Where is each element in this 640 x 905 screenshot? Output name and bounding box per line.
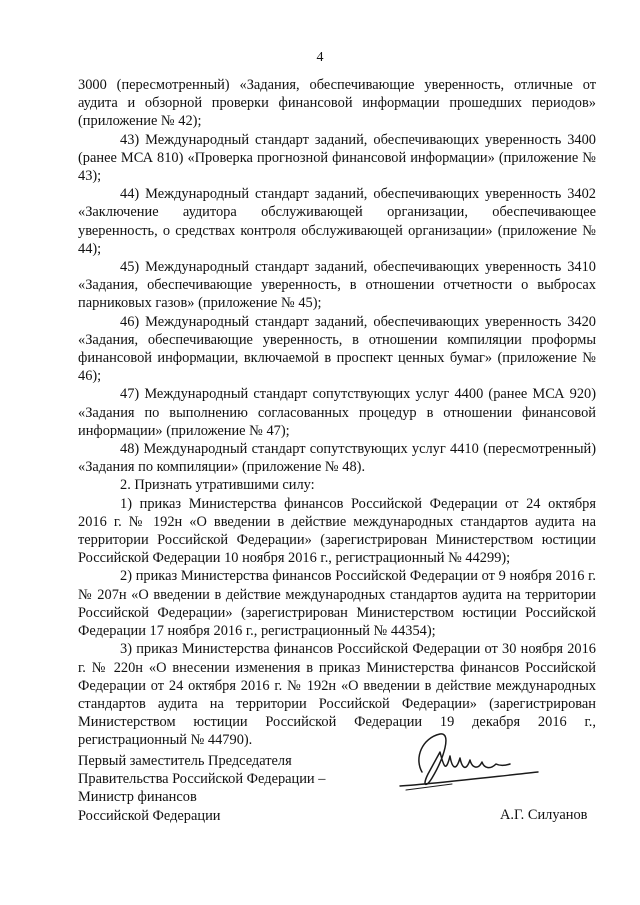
paragraph-repeal-1: 1) приказ Министерства финансов Российской Федерации от 24 октября 2016 г. № 192н «О введении в действие международных стандартов аудита на территории Российской Федерации» (зарегистрирован Министерством юстиции Российской Федерации 10 ноября 2016 г., регистрационный № 44299); xyxy=(78,495,596,567)
paragraph-42-continuation: 3000 (пересмотренный) «Задания, обеспечивающие уверенность, отличные от аудита и обзорной проверки финансовой информации прошедших периодов» (приложение № 42); xyxy=(78,77,596,130)
signatory-title-line: Правительства Российской Федерации – xyxy=(78,771,326,788)
paragraph-item-46: 46) Международный стандарт заданий, обеспечивающих уверенность 3420 «Задания, обеспечивающие уверенность, в отношении компиляции проформы финансовой информации, включаемой в проспект ценных бумаг» (приложение № 46); xyxy=(78,313,596,385)
signatory-title xyxy=(78,752,378,825)
paragraph-repeal-3: 3) приказ Министерства финансов Российской Федерации от 30 ноября 2016 г. № 220н «О внесении изменения в приказ Министерства финансов Российской Федерации от 24 октября 2016 г. № 192н «О введении в действие международных стандартов аудита на территории Российской Федерации» (зарегистрирован Министерством юстиции Российской Федерации 19 декабря 2016 г., регистрационный № 44790). xyxy=(78,641,596,749)
page-number: 4 xyxy=(316,50,324,65)
signatory-title-line: Министр финансов xyxy=(78,789,197,806)
paragraph-section-2: 2. Признать утратившими силу: xyxy=(120,477,315,494)
signatory-title-line: Российской Федерации xyxy=(78,807,221,824)
signatory-title-line: Первый заместитель Председателя xyxy=(78,753,292,769)
paragraph-item-48: 48) Международный стандарт сопутствующих услуг 4410 (пересмотренный) «Задания по компиляции» (приложение № 48). xyxy=(78,441,596,476)
paragraph-item-43: 43) Международный стандарт заданий, обеспечивающих уверенность 3400 (ранее МСА 810) «Проверка прогнозной финансовой информации» (приложение № 43); xyxy=(78,131,596,185)
paragraph-item-47: 47) Международный стандарт сопутствующих услуг 4400 (ранее МСА 920) «Задания по выполнению согласованных процедур в отношении финансовой информации» (приложение № 47); xyxy=(78,386,596,439)
handwritten-signature xyxy=(392,728,542,794)
signatory-name: А.Г. Силуанов xyxy=(500,807,588,823)
paragraph-item-45: 45) Международный стандарт заданий, обеспечивающих уверенность 3410 «Задания, обеспечивающие уверенность, в отношении отчетности о выбросах парниковых газов» (приложение № 45); xyxy=(78,259,596,312)
document-body xyxy=(78,76,596,750)
paragraph-repeal-2: 2) приказ Министерства финансов Российской Федерации от 9 ноября 2016 г. № 207н «О введении в действие международных стандартов аудита на территории Российской Федерации» (зарегистрирован Министерством юстиции Российской Федерации 17 ноября 2016 г., регистрационный № 44354); xyxy=(78,568,596,640)
paragraph-item-44: 44) Международный стандарт заданий, обеспечивающих уверенность 3402 «Заключение аудитора обслуживающей организации, обеспечивающее уверенность, о средствах контроля обслуживающей организации» (приложение № 44); xyxy=(78,186,596,257)
